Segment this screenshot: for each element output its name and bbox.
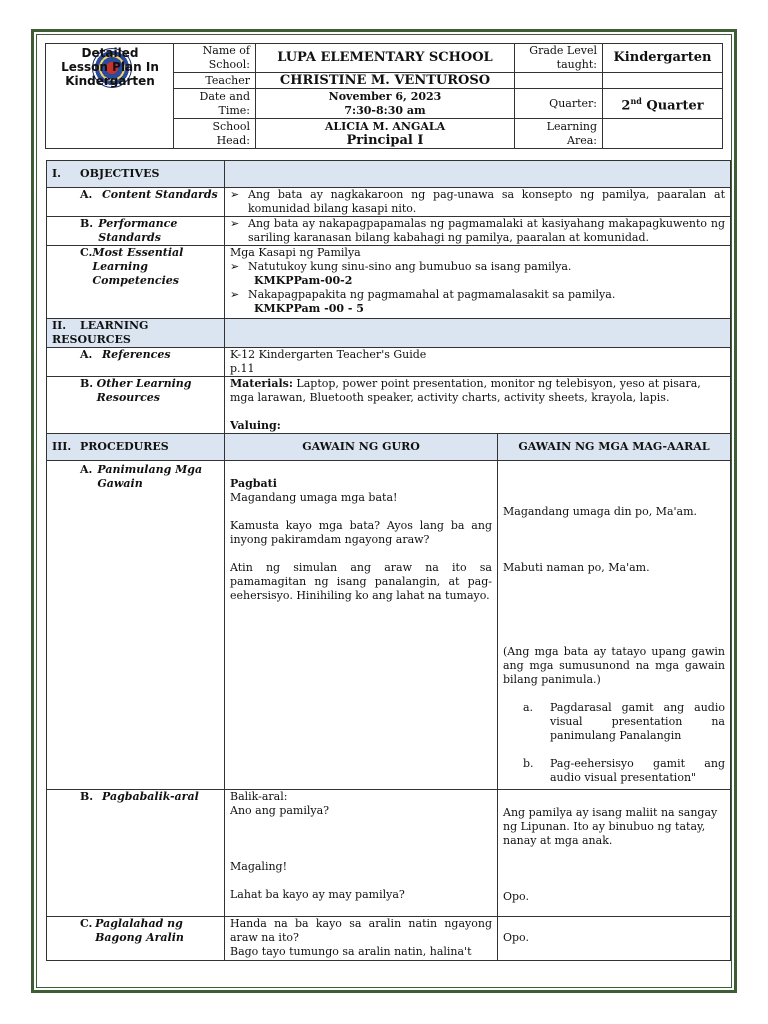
column-teacher-heading: GAWAIN NG GURO bbox=[225, 434, 498, 461]
date-time bbox=[256, 89, 515, 119]
teacher-name: CHRISTINE M. VENTUROSO bbox=[256, 73, 515, 89]
other-resources-text: Materials: Laptop, power point presentation, monitor ng telebisyon, yeso at pisara, mga larawan, Bluetooth speaker, activity charts, activity sheets, krayola, lapis. Valuing: bbox=[225, 377, 731, 434]
references-label: A. References bbox=[47, 348, 225, 377]
competencies-text: Mga Kasapi ng Pamilya ➢ Natutukoy kung sinu-sino ang bumubuo sa isang pamilya. KMKPPam-00-2 ➢ Nakapagpapakita ng pagmamahal at pagmamalasakit sa pamilya. KMKPPam -00 - 5 bbox=[225, 246, 731, 319]
pagbabalik-aral-teacher-text: Balik-aral: Ano ang pamilya? Magaling! Lahat ba kayo ay may pamilya? bbox=[225, 790, 498, 917]
empty-cell bbox=[515, 73, 603, 89]
bullet-arrow-icon: ➢ bbox=[230, 217, 240, 230]
competency-code-1: KMKPPam-00-2 bbox=[254, 274, 353, 287]
lesson-plan-table bbox=[46, 160, 731, 961]
valuing-label: Valuing: bbox=[230, 419, 281, 432]
section-resources-heading: II. LEARNING RESOURCES bbox=[47, 319, 225, 348]
section-objectives-heading: I. OBJECTIVES bbox=[47, 161, 225, 188]
pagbabalik-aral-label: B. Pagbabalik-aral bbox=[47, 790, 225, 917]
header-table bbox=[45, 43, 723, 149]
column-students-heading: GAWAIN NG MGA MAG-AARAL bbox=[498, 434, 731, 461]
date-time-label: Date and Time: bbox=[174, 89, 256, 119]
paglalahad-teacher-text: Handa na ba kayo sa aralin natin ngayong araw na ito? Bago tayo tumungo sa aralin natin, halina't bbox=[225, 917, 498, 961]
empty-cell bbox=[225, 319, 731, 348]
learning-area-value bbox=[603, 119, 723, 149]
grade-level-label: Grade Level taught: bbox=[515, 44, 603, 73]
empty-cell bbox=[603, 73, 723, 89]
time-value: 7:30-8:30 am bbox=[344, 103, 426, 117]
panimulang-students-text: Magandang umaga din po, Ma'am. Mabuti naman po, Ma'am. (Ang mga bata ay tatayo upang gawin ang mga sumusunond na mga gawain bilang panimula.) a. Pagdarasal gamit ang audio visual presentation na panimulang Panalangin b. Pag-eehersisyo gamit ang audio visual presentation" bbox=[498, 461, 731, 790]
panimulang-teacher-text: Pagbati Magandang umaga mga bata! Kamusta kayo mga bata? Ayos lang ba ang inyong pakiramdam ngayong araw? Atin ng simulan ang araw na ito sa pamamagitan ng isang panalangin, at pag-eehersisyo. Hinihiling ko ang lahat na tumayo. bbox=[225, 461, 498, 790]
document-title: Detailed Lesson Plan In Kindergarten bbox=[61, 46, 159, 88]
school-head-label: School Head: bbox=[174, 119, 256, 149]
bullet-arrow-icon: ➢ bbox=[230, 188, 240, 201]
name-of-school-label: Name of School: bbox=[174, 44, 256, 73]
school-head-title: Principal I bbox=[346, 132, 424, 148]
quarter-value: 2nd Quarter bbox=[603, 89, 723, 119]
school-head bbox=[256, 119, 515, 149]
content-standards-text: ➢ Ang bata ay nagkakaroon ng pag-unawa sa konsepto ng pamilya, paaralan at komunidad bilang kasapi nito. bbox=[225, 188, 731, 217]
empty-cell bbox=[225, 161, 731, 188]
school-head-name: ALICIA M. ANGALA bbox=[324, 119, 446, 133]
pagbabalik-aral-students-text: Ang pamilya ay isang maliit na sangay ng Lipunan. Ito ay binubuo ng tatay, nanay at mga anak. Opo. bbox=[498, 790, 731, 917]
performance-standards-text: ➢ Ang bata ay nakapagpapamalas ng pagmamalaki at kasiyahang makapagkuwento ng sariling karanasan bilang kabahagi ng pamilya, paaralan at komunidad. bbox=[225, 217, 731, 246]
date-value: November 6, 2023 bbox=[328, 89, 442, 103]
section-procedures-heading: III. PROCEDURES bbox=[47, 434, 225, 461]
performance-standards-label: B. Performance Standards bbox=[47, 217, 225, 246]
content-standards-label: A. Content Standards bbox=[47, 188, 225, 217]
bullet-arrow-icon: ➢ bbox=[230, 288, 240, 301]
competency-code-2: KMKPPam -00 - 5 bbox=[254, 302, 364, 315]
school-name: LUPA ELEMENTARY SCHOOL bbox=[256, 44, 515, 73]
other-resources-label: B. Other Learning Resources bbox=[47, 377, 225, 434]
bullet-arrow-icon: ➢ bbox=[230, 260, 240, 273]
quarter-label: Quarter: bbox=[515, 89, 603, 119]
teacher-label: Teacher bbox=[174, 73, 256, 89]
references-text: K-12 Kindergarten Teacher's Guide p.11 bbox=[225, 348, 731, 377]
paglalahad-students-text: Opo. bbox=[498, 917, 731, 961]
paglalahad-label: C. Paglalahad ng Bagong Aralin bbox=[47, 917, 225, 961]
title-cell bbox=[46, 44, 174, 149]
competencies-label: C. Most Essential Learning Competencies bbox=[47, 246, 225, 319]
panimulang-gawain-label: A. Panimulang Mga Gawain bbox=[47, 461, 225, 790]
grade-level: Kindergarten bbox=[603, 44, 723, 73]
learning-area-label: Learning Area: bbox=[515, 119, 603, 149]
